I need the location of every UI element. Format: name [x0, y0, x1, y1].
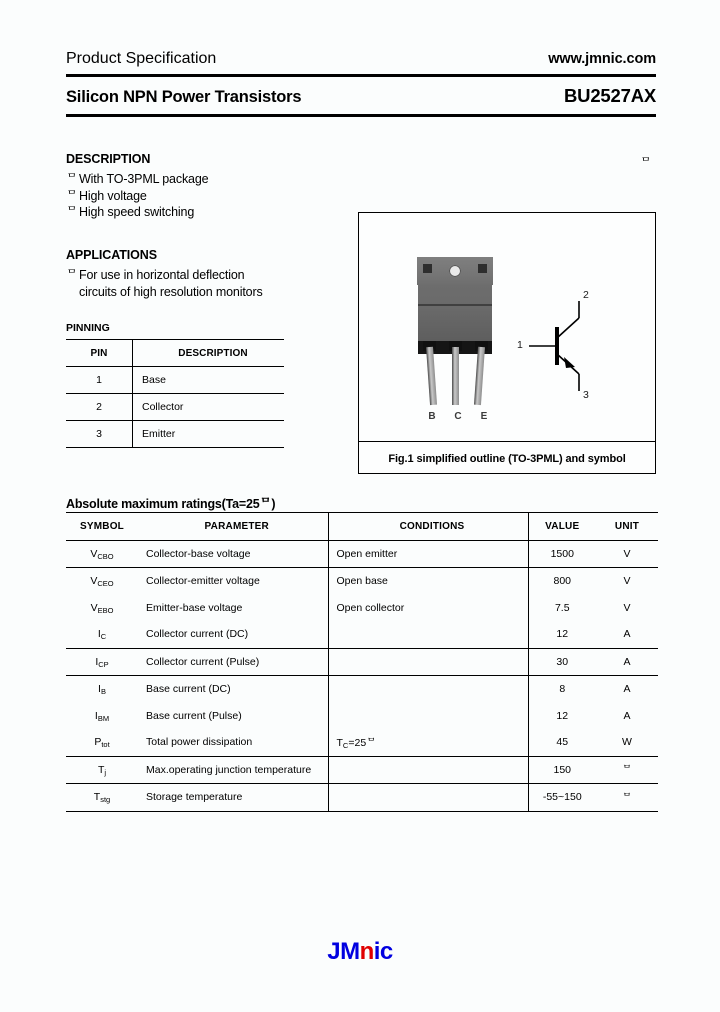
cell-symbol: $T_j$	[66, 756, 138, 784]
cell-conditions: $T_C=25ᄆ$	[328, 729, 528, 756]
cell-conditions	[328, 621, 528, 648]
list-item	[66, 188, 208, 205]
package-body	[418, 285, 492, 341]
cell-value: 800	[528, 568, 596, 595]
table-row	[66, 595, 658, 622]
ratings-heading: Absolute maximum ratings(Ta=25ᄆ)	[66, 497, 276, 511]
cell-parameter: Total power dissipation	[138, 729, 328, 756]
list-item	[66, 204, 208, 221]
table-row	[66, 421, 284, 448]
cell-parameter: Collector-base voltage	[138, 540, 328, 568]
product-specification-label: Product Specification	[66, 50, 217, 67]
lead-collector	[452, 347, 459, 405]
cell-pin: 1	[66, 367, 133, 394]
cell-unit: A	[596, 621, 658, 648]
bullet-icon: ᄆ	[66, 188, 78, 203]
cell-parameter: Max.operating junction temperature	[138, 756, 328, 784]
cell-unit: ᄆ	[596, 784, 658, 812]
cell-conditions	[328, 676, 528, 703]
cell-parameter: Base current (Pulse)	[146, 709, 242, 722]
cell-conditions: Open base	[328, 568, 528, 595]
cell-unit: ᄆ	[596, 756, 658, 784]
column-header-conditions: CONDITIONS	[328, 513, 528, 541]
column-header-unit: UNIT	[596, 513, 658, 541]
stray-mark-icon: ᄆ	[640, 156, 652, 170]
cell-parameter: Base current (DC)	[146, 683, 231, 696]
cell-symbol: $V_{CEO}$	[90, 575, 114, 589]
cell-pin: 3	[66, 421, 133, 448]
lead-label-emitter: E	[480, 411, 488, 422]
header-top-row	[66, 50, 656, 68]
column-header-pin: PIN	[66, 340, 133, 367]
cell-symbol: $V_{CBO}$	[66, 540, 138, 568]
symbol-pin-emitter: 3	[583, 389, 589, 401]
column-header-symbol: SYMBOL	[66, 513, 138, 541]
transistor-package-image	[417, 257, 493, 407]
table-header-row	[66, 513, 658, 541]
symbol-pin-base: 1	[517, 339, 523, 351]
table-row	[66, 756, 658, 784]
cell-value: 8	[528, 676, 596, 703]
cell-parameter: Storage temperature	[138, 784, 328, 812]
jmnic-logo	[0, 938, 720, 966]
cell-conditions	[328, 784, 528, 812]
absolute-maximum-ratings-table	[66, 512, 658, 812]
list-item	[66, 171, 208, 188]
cell-conditions: Open emitter	[328, 540, 528, 568]
cell-unit: V	[623, 601, 631, 614]
cell-description: Collector	[133, 394, 285, 421]
cell-symbol: $I_B$	[98, 683, 106, 697]
npn-symbol-svg	[517, 291, 627, 401]
table-row	[66, 621, 658, 648]
cell-value: 12	[528, 703, 596, 730]
cell-pin: 2	[66, 394, 133, 421]
table-row	[66, 394, 284, 421]
cell-unit: A	[596, 648, 658, 676]
part-number: BU2527AX	[564, 85, 656, 106]
page-title: Silicon NPN Power Transistors	[66, 88, 302, 106]
description-heading: DESCRIPTION	[66, 152, 151, 166]
header-rule-top	[66, 74, 656, 77]
list-item-label: High voltage	[79, 188, 147, 203]
table-row	[66, 568, 658, 595]
figure-caption: Fig.1 simplified outline (TO-3PML) and symbol	[388, 453, 626, 465]
column-header-value: VALUE	[528, 513, 596, 541]
lead-label-collector: C	[454, 411, 462, 422]
logo-part-jm: JM	[327, 938, 360, 965]
cell-unit: V	[596, 540, 658, 568]
cell-unit: V	[623, 575, 631, 588]
applications-list	[66, 267, 244, 284]
table-row	[66, 648, 658, 676]
cell-conditions: Open collector	[328, 595, 528, 622]
table-row	[66, 729, 658, 756]
cell-unit: A	[623, 709, 631, 722]
figure-box	[358, 212, 656, 474]
website-url[interactable]: www.jmnic.com	[548, 51, 656, 67]
package-mounting-hole	[449, 265, 461, 277]
list-item-label: For use in horizontal deflection	[79, 268, 245, 282]
table-header-row	[66, 340, 284, 367]
cell-unit: W	[596, 729, 658, 756]
cell-value: 7.5	[528, 595, 596, 622]
cell-symbol: $V_{EBO}$	[90, 601, 114, 615]
bullet-icon: ᄆ	[66, 205, 78, 219]
logo-part-ic: ic	[373, 938, 393, 965]
logo-part-n: n	[359, 938, 374, 965]
cell-parameter: Collector current (Pulse)	[138, 648, 328, 676]
package-notch-left	[423, 264, 432, 273]
bullet-icon: ᄆ	[66, 172, 78, 186]
cell-symbol: $I_{BM}$	[94, 709, 110, 723]
cell-value: 150	[528, 756, 596, 784]
cell-conditions	[328, 756, 528, 784]
column-header-description: DESCRIPTION	[133, 340, 285, 367]
list-item-label: High speed switching	[79, 205, 195, 219]
table-row	[66, 676, 658, 703]
applications-heading: APPLICATIONS	[66, 248, 157, 262]
cell-value: 1500	[528, 540, 596, 568]
table-row	[66, 540, 658, 568]
bullet-icon: ᄆ	[66, 268, 78, 282]
npn-transistor-symbol	[517, 291, 627, 401]
list-item-label: With TO-3PML package	[79, 172, 209, 186]
cell-symbol: $P_{tot}$	[66, 729, 138, 756]
figure-caption-divider	[359, 441, 655, 442]
cell-value: 30	[528, 648, 596, 676]
lead-emitter	[474, 347, 485, 405]
cell-symbol: $I_C$	[66, 621, 138, 648]
cell-parameter: Collector current (DC)	[138, 621, 328, 648]
cell-parameter: Emitter-base voltage	[146, 601, 243, 614]
description-list	[66, 171, 208, 221]
cell-value: 12	[528, 621, 596, 648]
table-row	[66, 367, 284, 394]
cell-symbol: $I_{CP}$	[66, 648, 138, 676]
header-rule-bottom	[66, 114, 656, 117]
symbol-pin-collector: 2	[583, 289, 589, 301]
list-item	[66, 267, 244, 284]
cell-value: 45	[528, 729, 596, 756]
cell-symbol: $T_{stg}$	[66, 784, 138, 812]
lead-label-base: B	[428, 411, 436, 422]
cell-unit: A	[623, 683, 631, 696]
cell-description: Base	[133, 367, 285, 394]
cell-conditions	[328, 648, 528, 676]
table-row	[66, 784, 658, 812]
header-title-row	[66, 85, 656, 107]
table-row	[66, 703, 658, 730]
package-notch-right	[478, 264, 487, 273]
pinning-table	[66, 339, 284, 448]
pinning-heading: PINNING	[66, 322, 110, 334]
column-header-parameter: PARAMETER	[138, 513, 328, 541]
lead-base	[426, 347, 437, 405]
cell-conditions	[328, 703, 528, 730]
cell-parameter: Collector-emitter voltage	[146, 575, 260, 588]
cell-description: Emitter	[133, 421, 285, 448]
cell-value: -55~150	[528, 784, 596, 812]
list-item-label-continued: circuits of high resolution monitors	[79, 285, 263, 299]
